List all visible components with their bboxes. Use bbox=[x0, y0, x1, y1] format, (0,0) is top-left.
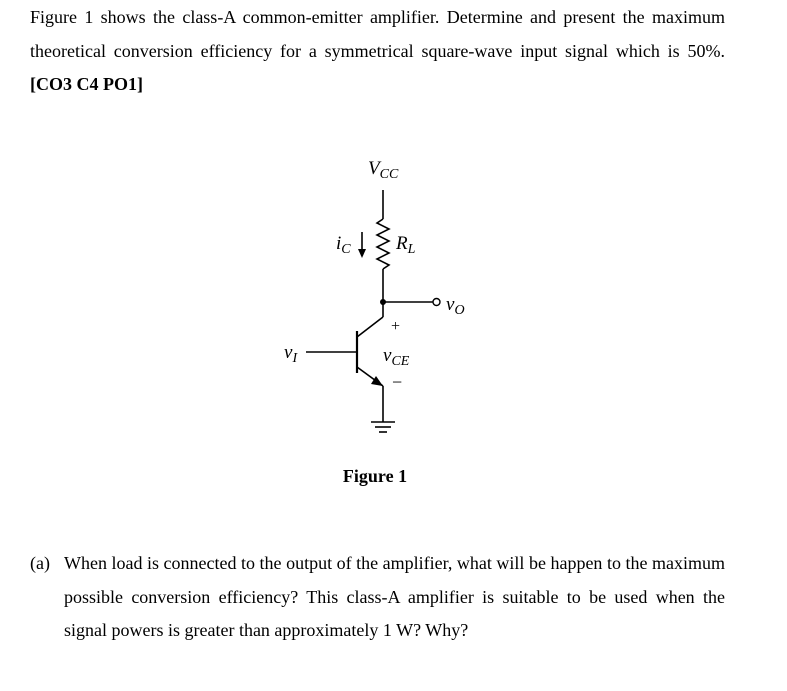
output-terminal bbox=[433, 299, 440, 306]
vce-label: $v_{CE}$ bbox=[383, 345, 410, 369]
minus-sign: − bbox=[392, 372, 403, 392]
plus-sign: + bbox=[391, 318, 401, 335]
ic-arrow-head bbox=[358, 249, 366, 258]
vi-label: $v_I$ bbox=[284, 342, 298, 366]
question-intro: Figure 1 shows the class-A common-emitter amplifier. Determine and present the maximum theoretical conversion efficiency for a symmetrical square-wave input signal which is 50%. bbox=[30, 7, 725, 61]
question-tag: [CO3 C4 PO1] bbox=[30, 74, 143, 94]
vcc-label: $V_{CC}$ bbox=[368, 158, 399, 182]
collector-lead bbox=[357, 317, 383, 337]
figure-caption: Figure 1 bbox=[342, 466, 408, 486]
ic-label: $i_C$ bbox=[336, 233, 351, 257]
vo-label: $v_O$ bbox=[446, 294, 465, 318]
part-a-text: When load is connected to the output of the amplifier, what will be happen to the maximum possible conversion efficiency? This class-A amplifier is suitable to be used when the signal powers is greater than approximately 1 W? Why? bbox=[64, 553, 725, 640]
emitter-arrow bbox=[371, 376, 383, 386]
load-resistor bbox=[377, 219, 389, 269]
output-node bbox=[380, 299, 386, 305]
part-a-label: (a) bbox=[30, 553, 50, 573]
rl-label: $R_L$ bbox=[396, 233, 416, 257]
